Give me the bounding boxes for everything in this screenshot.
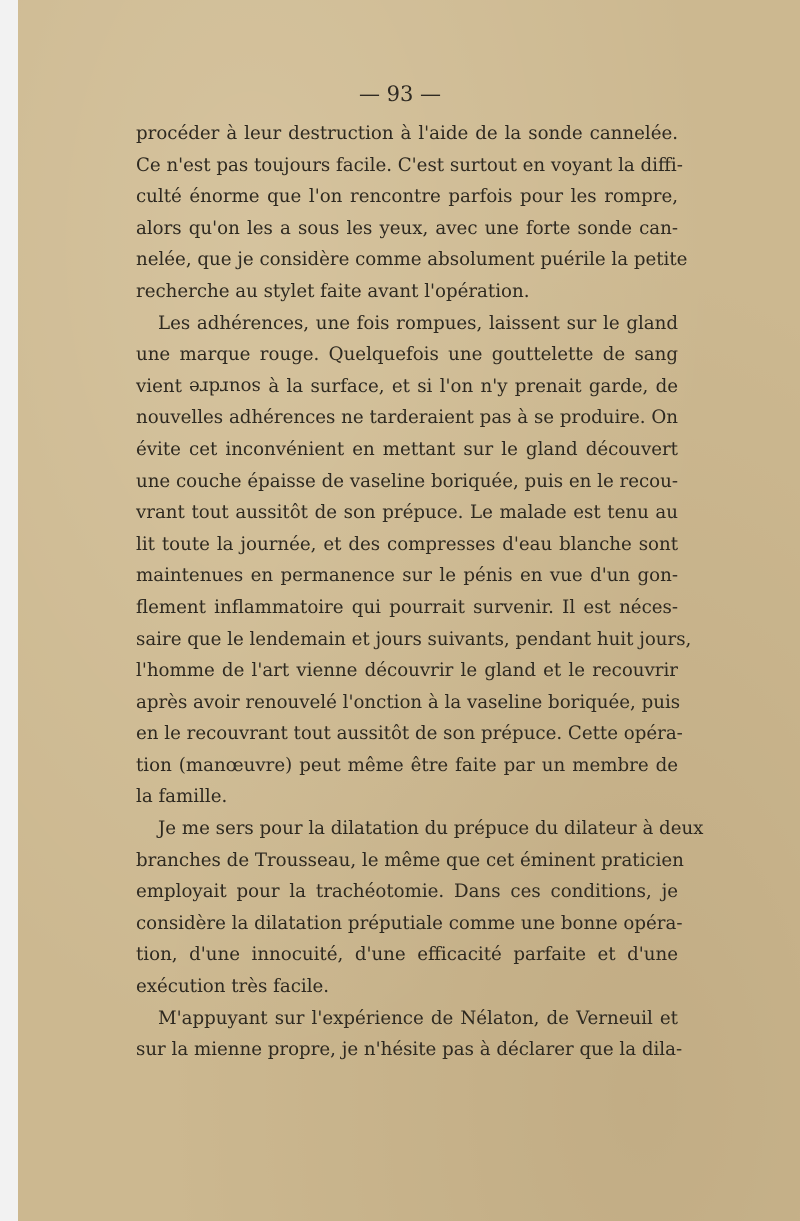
text-line: vient sourdre à la surface, et si l'on n'y prenait garde, de xyxy=(136,371,678,403)
text-line: recherche au stylet faite avant l'opération. xyxy=(136,280,530,302)
text-line: flement inflammatoire qui pourrait survenir. Il est néces- xyxy=(136,596,678,618)
paragraph xyxy=(136,1003,683,1066)
text-line: l'homme de l'art vienne découvrir le gland et le recouvrir xyxy=(136,660,678,682)
paragraph xyxy=(136,118,688,308)
body-text xyxy=(136,118,704,1066)
text-line: alors qu'on les a sous les yeux, avec une forte sonde can- xyxy=(136,217,678,239)
text-line: considère la dilatation préputiale comme une bonne opéra- xyxy=(136,912,683,934)
text-line: vrant tout aussitôt de son prépuce. Le malade est tenu au xyxy=(136,502,678,524)
paragraph xyxy=(136,308,692,814)
paragraph xyxy=(136,813,704,1003)
text-line: Ce n'est pas toujours facile. C'est surtout en voyant la diffi- xyxy=(136,154,683,176)
text-line: évite cet inconvénient en mettant sur le gland découvert xyxy=(136,438,678,460)
text-line: maintenues en permanence sur le pénis en vue d'un gon- xyxy=(136,565,678,587)
text-line: en le recouvrant tout aussitôt de son prépuce. Cette opéra- xyxy=(136,723,683,745)
text-line: une marque rouge. Quelquefois une gouttelette de sang xyxy=(136,344,678,366)
text-line: exécution très facile. xyxy=(136,976,330,998)
text-line: procéder à leur destruction à l'aide de la sonde cannelée. xyxy=(136,123,678,144)
text-line: culté énorme que l'on rencontre parfois pour les rompre, xyxy=(136,186,678,208)
text-line: une couche épaisse de vaseline boriquée, puis en le recou- xyxy=(136,470,678,492)
text-line: employait pour la trachéotomie. Dans ces conditions, je xyxy=(136,881,678,903)
text-line: lit toute la journée, et des compresses d'eau blanche sont xyxy=(136,533,678,555)
text-line: tion (manœuvre) peut même être faite par un membre de xyxy=(136,754,678,776)
text-line: nouvelles adhérences ne tarderaient pas à se produire. On xyxy=(136,407,678,429)
inverted-word: sourdre xyxy=(189,376,261,398)
text-line: branches de Trousseau, le même que cet éminent praticien xyxy=(136,849,684,871)
text-line: sur la mienne propre, je n'hésite pas à déclarer que la dila- xyxy=(136,1039,683,1061)
text-line: Je me sers pour la dilatation du prépuce du dilateur à deux xyxy=(158,818,704,840)
text-line: saire que le lendemain et jours suivants, pendant huit jours, xyxy=(136,628,692,650)
text-line: après avoir renouvelé l'onction à la vaseline boriquée, puis xyxy=(136,691,681,713)
text-line: nelée, que je considère comme absolument puérile la petite xyxy=(136,249,688,271)
text-line: la famille. xyxy=(136,786,228,808)
text-line: tion, d'une innocuité, d'une efficacité parfaite et d'une xyxy=(136,944,678,966)
text-line: Les adhérences, une fois rompues, laissent sur le gland xyxy=(158,312,678,334)
text-line: M'appuyant sur l'expérience de Nélaton, de Verneuil et xyxy=(158,1007,678,1029)
page-number: — 93 — xyxy=(358,82,442,106)
